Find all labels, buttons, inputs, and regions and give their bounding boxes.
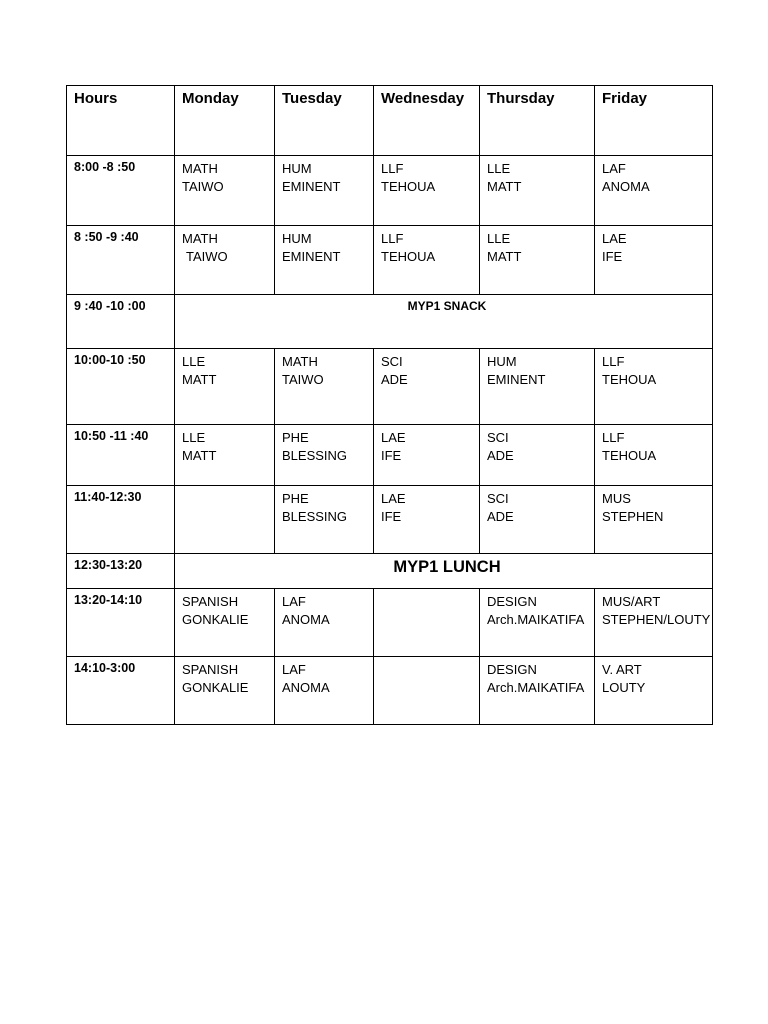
teacher: MATT	[182, 371, 217, 387]
time-slot: 11:40-12:30	[67, 486, 175, 554]
teacher: ADE	[381, 371, 408, 387]
table-row	[67, 425, 713, 486]
teacher: MATT	[487, 248, 522, 264]
teacher: TEHOUA	[381, 178, 436, 194]
subject: LAE	[381, 430, 406, 445]
class-cell-thursday	[480, 657, 595, 725]
class-cell-wednesday	[374, 156, 480, 226]
class-cell-friday	[595, 156, 713, 226]
teacher: TEHOUA	[602, 447, 657, 463]
teacher: STEPHEN	[602, 508, 664, 524]
class-cell-thursday	[480, 226, 595, 295]
subject: HUM	[282, 161, 312, 176]
table-row	[67, 226, 713, 295]
class-cell-wednesday	[374, 589, 480, 657]
class-cell-wednesday	[374, 486, 480, 554]
teacher: TAIWO	[182, 178, 224, 194]
timetable	[66, 85, 713, 725]
table-row	[67, 486, 713, 554]
subject: LAF	[602, 161, 626, 176]
time-slot: 10:50 -11 :40	[67, 425, 175, 486]
subject: LLE	[487, 161, 511, 176]
class-cell-tuesday	[275, 486, 374, 554]
table-row	[67, 554, 713, 589]
teacher: ANOMA	[282, 611, 330, 627]
class-cell-monday	[175, 156, 275, 226]
teacher: MATT	[182, 447, 217, 463]
subject: HUM	[282, 231, 312, 246]
time-slot: 8 :50 -9 :40	[67, 226, 175, 295]
subject: LLE	[182, 430, 206, 445]
time-slot: 8:00 -8 :50	[67, 156, 175, 226]
class-cell-tuesday	[275, 349, 374, 425]
subject: SCI	[487, 430, 509, 445]
teacher: Arch.MAIKATIFA	[487, 679, 585, 695]
subject: LAF	[282, 662, 306, 677]
subject: SPANISH	[182, 594, 239, 609]
class-cell-thursday	[480, 425, 595, 486]
class-cell-thursday	[480, 349, 595, 425]
class-cell-tuesday	[275, 425, 374, 486]
teacher: IFE	[602, 248, 623, 264]
header-thursday: Thursday	[480, 86, 595, 156]
class-cell-tuesday	[275, 156, 374, 226]
subject: LLE	[182, 354, 206, 369]
teacher: BLESSING	[282, 447, 348, 463]
subject: LLF	[381, 161, 404, 176]
class-cell-monday	[175, 486, 275, 554]
subject: LAF	[282, 594, 306, 609]
teacher: TAIWO	[186, 248, 228, 264]
subject: LAE	[381, 491, 406, 506]
class-cell-friday	[595, 657, 713, 725]
subject: LLF	[602, 430, 625, 445]
teacher: STEPHEN/LOUTY	[602, 611, 711, 627]
class-cell-monday	[175, 425, 275, 486]
subject: MUS/ART	[602, 594, 661, 609]
class-cell-friday	[595, 486, 713, 554]
time-slot: 10:00-10 :50	[67, 349, 175, 425]
teacher: ADE	[487, 508, 514, 524]
snack-break: MYP1 SNACK	[175, 295, 713, 349]
class-cell-tuesday	[275, 589, 374, 657]
subject: SCI	[487, 491, 509, 506]
class-cell-tuesday	[275, 226, 374, 295]
teacher: TEHOUA	[602, 371, 657, 387]
class-cell-friday	[595, 226, 713, 295]
class-cell-monday	[175, 657, 275, 725]
class-cell-friday	[595, 349, 713, 425]
class-cell-wednesday	[374, 349, 480, 425]
class-cell-thursday	[480, 486, 595, 554]
class-cell-thursday	[480, 156, 595, 226]
header-tuesday: Tuesday	[275, 86, 374, 156]
class-cell-tuesday	[275, 657, 374, 725]
subject: DESIGN	[487, 662, 537, 677]
table-row	[67, 156, 713, 226]
subject: LLF	[381, 231, 404, 246]
class-cell-thursday	[480, 589, 595, 657]
header-hours: Hours	[67, 86, 175, 156]
table-row	[67, 657, 713, 725]
time-slot: 14:10-3:00	[67, 657, 175, 725]
time-slot: 9 :40 -10 :00	[67, 295, 175, 349]
subject: HUM	[487, 354, 517, 369]
teacher: GONKALIE	[182, 679, 249, 695]
teacher: TAIWO	[282, 371, 324, 387]
subject: MATH	[282, 354, 318, 369]
class-cell-monday	[175, 226, 275, 295]
teacher: Arch.MAIKATIFA	[487, 611, 585, 627]
class-cell-monday	[175, 349, 275, 425]
table-row	[67, 589, 713, 657]
class-cell-wednesday	[374, 425, 480, 486]
class-cell-friday	[595, 425, 713, 486]
subject: DESIGN	[487, 594, 537, 609]
header-monday: Monday	[175, 86, 275, 156]
teacher: EMINENT	[282, 178, 341, 194]
table-row	[67, 349, 713, 425]
table-row	[67, 295, 713, 349]
teacher: ANOMA	[282, 679, 330, 695]
subject: SCI	[381, 354, 403, 369]
subject: LAE	[602, 231, 627, 246]
teacher: TEHOUA	[381, 248, 436, 264]
header-wednesday: Wednesday	[374, 86, 480, 156]
teacher: LOUTY	[602, 679, 646, 695]
teacher: EMINENT	[282, 248, 341, 264]
subject: V. ART	[602, 662, 642, 677]
class-cell-monday	[175, 589, 275, 657]
header-row	[67, 86, 713, 156]
teacher: ANOMA	[602, 178, 650, 194]
subject: PHE	[282, 491, 309, 506]
teacher: BLESSING	[282, 508, 348, 524]
subject: MUS	[602, 491, 631, 506]
subject: MATH	[182, 231, 218, 246]
lunch-break: MYP1 LUNCH	[175, 554, 713, 589]
subject: MATH	[182, 161, 218, 176]
class-cell-friday	[595, 589, 713, 657]
subject: PHE	[282, 430, 309, 445]
teacher: IFE	[381, 447, 402, 463]
subject: LLE	[487, 231, 511, 246]
header-friday: Friday	[595, 86, 713, 156]
teacher: IFE	[381, 508, 402, 524]
time-slot: 13:20-14:10	[67, 589, 175, 657]
time-slot: 12:30-13:20	[67, 554, 175, 589]
teacher: EMINENT	[487, 371, 546, 387]
subject: LLF	[602, 354, 625, 369]
subject: SPANISH	[182, 662, 239, 677]
teacher: MATT	[487, 178, 522, 194]
class-cell-wednesday	[374, 226, 480, 295]
class-cell-wednesday	[374, 657, 480, 725]
teacher: ADE	[487, 447, 514, 463]
teacher: GONKALIE	[182, 611, 249, 627]
